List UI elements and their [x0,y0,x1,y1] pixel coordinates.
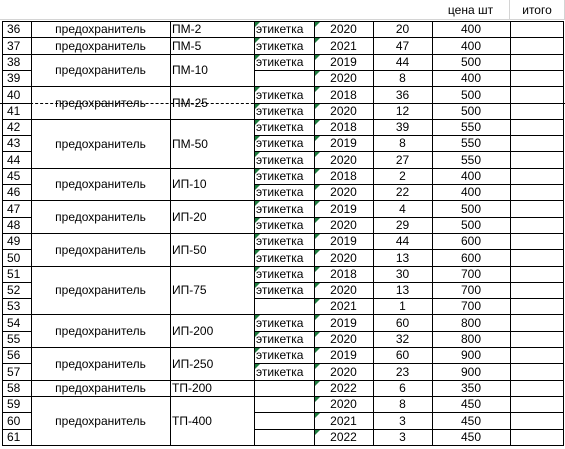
qty-cell[interactable]: 44 [395,55,410,69]
group-line [31,21,254,22]
total-cell[interactable] [510,37,563,54]
model-cell[interactable]: ТП-200 [172,381,212,395]
label-cell[interactable]: этикетка [256,250,304,265]
row-line [2,298,31,299]
year-cell[interactable]: 2020 [330,185,357,199]
error-indicator-icon [315,332,320,337]
price-cell[interactable]: 900 [460,364,482,379]
total-cell[interactable] [510,282,563,298]
total-cell[interactable] [510,54,563,70]
row-number: 58 [7,381,21,395]
year-cell[interactable]: 2020 [330,397,357,411]
row-line [2,168,31,169]
error-indicator-icon [315,267,320,272]
row-line [2,54,31,55]
row-number: 43 [7,136,21,150]
year-cell[interactable]: 2020 [330,218,357,232]
price-cell[interactable]: 500 [460,201,482,216]
row-number: 36 [7,22,21,36]
year-cell[interactable]: 2019 [330,201,357,216]
year-cell[interactable]: 2018 [330,120,357,134]
model-cell[interactable]: ИП-50 [172,242,207,257]
label-cell[interactable]: этикетка [256,364,304,379]
row-number: 38 [7,55,21,69]
year-cell[interactable]: 2018 [330,87,357,102]
model-cell[interactable]: ИП-75 [172,283,207,297]
year-cell[interactable]: 2020 [330,22,357,36]
qty-cell[interactable]: 30 [395,267,410,281]
label-cell[interactable]: этикетка [256,87,304,102]
product-name-cell[interactable]: предохранитель [55,323,146,338]
error-indicator-icon [315,364,320,369]
group-line [31,396,254,397]
error-indicator-icon [255,87,260,92]
error-indicator-icon [315,201,320,206]
year-cell[interactable]: 2019 [330,315,357,330]
model-cell[interactable]: ПМ-25 [172,95,208,110]
year-cell[interactable]: 2021 [330,38,357,53]
error-indicator-icon [315,152,320,157]
total-cell[interactable] [510,396,563,412]
total-cell[interactable] [510,21,563,37]
row-number: 56 [7,348,21,362]
model-cell[interactable]: ИП-200 [172,323,214,338]
error-indicator-icon [255,152,260,157]
label-cell[interactable]: этикетка [256,55,304,69]
row-line [2,266,31,267]
qty-cell[interactable]: 60 [395,348,410,362]
qty-cell[interactable]: 44 [395,234,410,248]
label-cell[interactable] [254,429,314,445]
error-indicator-icon [255,218,260,223]
year-cell[interactable]: 2021 [330,299,357,313]
error-indicator-icon [315,87,320,92]
error-indicator-icon [315,55,320,60]
error-indicator-icon [315,22,320,27]
column-line [170,21,171,446]
product-name-cell[interactable]: предохранитель [55,209,146,224]
group-line [31,37,254,38]
label-cell[interactable]: этикетка [256,38,304,53]
row-number: 59 [7,397,21,411]
product-name-cell[interactable]: предохранитель [55,356,146,371]
column-line [314,21,315,446]
model-cell[interactable]: ПМ-10 [172,63,208,77]
row-number: 57 [7,364,21,379]
row-line [2,363,31,364]
error-indicator-icon [315,104,320,109]
year-cell[interactable]: 2021 [330,413,357,428]
label-cell[interactable]: этикетка [256,234,304,248]
row-number: 48 [7,218,21,232]
row-line [2,282,31,283]
error-indicator-icon [255,120,260,125]
qty-cell[interactable]: 39 [395,120,410,134]
error-indicator-icon [255,185,260,190]
row-line [2,135,31,136]
year-cell[interactable]: 2019 [330,234,357,248]
label-cell[interactable]: этикетка [256,218,304,232]
model-cell[interactable]: ПМ-50 [172,136,208,151]
price-cell[interactable]: 900 [460,348,482,362]
price-cell[interactable]: 450 [460,413,482,428]
product-name-cell[interactable]: предохранитель [55,38,146,53]
label-cell[interactable]: этикетка [256,201,304,216]
error-indicator-icon [255,315,260,320]
year-cell[interactable]: 2020 [330,364,357,379]
column-line [254,21,255,446]
error-indicator-icon [255,55,260,60]
row-number: 61 [7,430,21,444]
label-cell[interactable] [254,70,314,86]
total-cell[interactable] [510,103,563,119]
total-cell[interactable] [510,363,563,380]
row-line [2,429,31,430]
row-number: 51 [7,267,21,281]
year-cell[interactable]: 2019 [330,136,357,150]
price-cell[interactable]: 400 [460,169,482,183]
error-indicator-icon [255,250,260,255]
product-name-cell[interactable]: предохранитель [55,177,146,191]
row-line [2,86,31,87]
error-indicator-icon [315,218,320,223]
price-cell[interactable]: 400 [460,71,482,85]
total-cell[interactable] [510,233,563,249]
qty-cell[interactable]: 22 [395,185,410,199]
row-number: 49 [7,234,21,248]
total-cell[interactable] [510,249,563,266]
total-cell[interactable] [510,298,563,314]
row-line [2,21,31,22]
row-number: 44 [7,152,21,167]
qty-cell[interactable]: 23 [395,364,410,379]
row-number: 52 [7,283,21,297]
year-cell[interactable]: 2020 [330,104,357,118]
header-blank[interactable] [0,0,432,20]
year-cell[interactable]: 2020 [330,250,357,265]
qty-cell[interactable]: 13 [395,283,410,297]
label-cell[interactable] [254,412,314,429]
error-indicator-icon [255,332,260,337]
total-cell[interactable] [510,314,563,331]
error-indicator-icon [315,250,320,255]
total-cell[interactable] [510,266,563,282]
label-cell[interactable]: этикетка [256,348,304,362]
error-indicator-icon [315,381,320,386]
label-cell[interactable]: этикетка [256,332,304,346]
group-line [31,233,254,234]
group-line [31,200,254,201]
price-cell[interactable]: 500 [460,87,482,102]
error-indicator-icon [315,348,320,353]
row-number: 37 [7,38,21,53]
error-indicator-icon [315,71,320,76]
year-cell[interactable]: 2020 [330,152,357,167]
group-line [31,54,254,55]
price-cell[interactable]: 800 [460,315,482,330]
group-line [31,314,254,315]
row-number: 41 [7,104,21,118]
row-line [2,119,31,120]
product-name-cell[interactable]: предохранитель [55,413,146,428]
error-indicator-icon [315,413,320,418]
table-bottom-line [2,445,563,446]
total-cell[interactable] [510,347,563,363]
product-name-cell[interactable]: предохранитель [55,283,146,297]
year-cell[interactable]: 2020 [330,283,357,297]
row-line [2,314,31,315]
label-cell[interactable]: этикетка [256,104,304,118]
price-cell[interactable]: 350 [460,381,482,395]
product-name-cell[interactable]: предохранитель [55,136,146,151]
row-line [2,412,31,413]
group-line [31,86,254,87]
model-cell[interactable]: ПМ-2 [172,22,202,36]
total-cell[interactable] [510,412,563,429]
qty-cell[interactable]: 36 [395,87,410,102]
price-cell[interactable]: 600 [460,234,482,248]
row-number: 40 [7,87,21,102]
column-line [31,21,32,446]
price-cell[interactable]: 450 [460,397,482,411]
label-cell[interactable]: этикетка [256,136,304,150]
row-number: 42 [7,120,21,134]
product-name-cell[interactable]: предохранитель [55,63,146,77]
row-line [2,331,31,332]
group-line [31,380,254,381]
error-indicator-icon [315,38,320,43]
year-cell[interactable]: 2022 [330,430,357,444]
group-line [31,347,254,348]
error-indicator-icon [255,348,260,353]
model-cell[interactable]: ПМ-5 [172,38,202,53]
qty-cell[interactable]: 3 [399,430,406,444]
label-cell[interactable]: этикетка [256,267,304,281]
error-indicator-icon [315,169,320,174]
total-cell[interactable] [510,380,563,396]
row-number: 54 [7,315,21,330]
model-cell[interactable]: ИП-250 [172,356,214,371]
year-cell[interactable]: 2018 [330,169,357,183]
model-cell[interactable]: ИП-10 [172,177,207,191]
error-indicator-icon [255,201,260,206]
total-cell[interactable] [510,184,563,200]
total-cell[interactable] [510,331,563,347]
column-line [373,21,374,446]
year-cell[interactable]: 2020 [330,71,357,85]
error-indicator-icon [255,234,260,239]
price-cell[interactable]: 400 [460,38,482,53]
price-cell[interactable]: 700 [460,283,482,297]
total-cell[interactable] [510,168,563,184]
total-cell[interactable] [510,119,563,135]
price-cell[interactable]: 600 [460,250,482,265]
total-cell[interactable] [510,429,563,445]
label-cell[interactable]: этикетка [256,120,304,134]
price-cell[interactable]: 800 [460,332,482,346]
label-cell[interactable]: этикетка [256,185,304,199]
row-line [2,184,31,185]
price-cell[interactable]: 700 [460,299,482,313]
label-cell[interactable]: этикетка [256,169,304,183]
qty-cell[interactable]: 4 [399,201,406,216]
group-line [31,266,254,267]
price-cell[interactable]: 400 [460,22,482,36]
row-number: 47 [7,201,21,216]
label-cell[interactable] [254,298,314,314]
price-cell[interactable]: 400 [460,185,482,199]
price-cell[interactable]: 550 [460,152,482,167]
error-indicator-icon [315,315,320,320]
qty-cell[interactable]: 8 [399,397,406,411]
total-cell[interactable] [510,200,563,217]
error-indicator-icon [315,397,320,402]
qty-cell[interactable]: 60 [395,315,410,330]
error-indicator-icon [255,38,260,43]
error-indicator-icon [255,22,260,27]
qty-cell[interactable]: 3 [399,413,406,428]
qty-cell[interactable]: 1 [399,299,406,313]
label-cell[interactable]: этикетка [256,315,304,330]
group-line [31,119,254,120]
qty-cell[interactable]: 29 [395,218,410,232]
row-number: 53 [7,299,21,313]
year-cell[interactable]: 2018 [330,267,357,281]
row-number: 55 [7,332,21,346]
row-line [2,200,31,201]
error-indicator-icon [255,136,260,141]
qty-cell[interactable]: 47 [395,38,410,53]
total-cell[interactable] [510,70,563,86]
error-indicator-icon [315,299,320,304]
column-line [510,21,511,446]
total-cell[interactable] [510,86,563,103]
group-line [31,168,254,169]
error-indicator-icon [255,283,260,288]
price-cell[interactable]: 550 [460,136,482,150]
column-line [2,21,3,446]
qty-cell[interactable]: 27 [395,152,410,167]
error-indicator-icon [255,364,260,369]
year-cell[interactable]: 2020 [330,332,357,346]
label-cell[interactable]: этикетка [256,22,304,36]
error-indicator-icon [315,234,320,239]
qty-cell[interactable]: 20 [395,22,410,36]
product-name-cell[interactable]: предохранитель [55,95,146,110]
product-name-cell[interactable]: предохранитель [55,22,146,36]
row-number: 45 [7,169,21,183]
page-break-line [0,103,565,104]
row-line [2,347,31,348]
label-cell[interactable]: этикетка [256,152,304,167]
price-cell[interactable]: 500 [460,218,482,232]
error-indicator-icon [315,120,320,125]
total-cell[interactable] [510,151,563,168]
product-name-cell[interactable]: предохранитель [55,381,146,395]
label-cell[interactable]: этикетка [256,283,304,297]
price-cell[interactable]: 700 [460,267,482,281]
price-cell[interactable]: 500 [460,55,482,69]
price-cell[interactable]: 550 [460,120,482,134]
qty-cell[interactable]: 32 [395,332,410,346]
model-cell[interactable]: ИП-20 [172,209,207,224]
qty-cell[interactable]: 6 [399,381,406,395]
column-line [432,21,433,446]
qty-cell[interactable]: 8 [399,136,406,150]
qty-cell[interactable]: 8 [399,71,406,85]
year-cell[interactable]: 2022 [330,381,357,395]
year-cell[interactable]: 2019 [330,348,357,362]
error-indicator-icon [315,136,320,141]
header-price[interactable]: цена шт [432,0,510,20]
row-line [2,217,31,218]
row-number: 46 [7,185,21,199]
row-line [2,37,31,38]
row-line [2,151,31,152]
column-line [563,21,564,446]
row-line [2,380,31,381]
error-indicator-icon [315,283,320,288]
row-line [2,70,31,71]
error-indicator-icon [255,169,260,174]
error-indicator-icon [255,104,260,109]
product-name-cell[interactable]: предохранитель [55,242,146,257]
row-number: 50 [7,250,21,265]
row-number: 39 [7,71,21,85]
header-total[interactable]: итого [510,0,565,20]
label-cell[interactable] [254,380,314,396]
total-cell[interactable] [510,135,563,151]
row-line [2,249,31,250]
total-cell[interactable] [510,217,563,233]
error-indicator-icon [315,430,320,435]
model-cell[interactable]: ТП-400 [172,413,212,428]
price-cell[interactable]: 500 [460,104,482,118]
qty-cell[interactable]: 2 [399,169,406,183]
qty-cell[interactable]: 12 [395,104,410,118]
price-cell[interactable]: 450 [460,430,482,444]
row-line [2,396,31,397]
row-number: 60 [7,413,21,428]
year-cell[interactable]: 2019 [330,55,357,69]
label-cell[interactable] [254,396,314,412]
qty-cell[interactable]: 13 [395,250,410,265]
row-line [2,233,31,234]
error-indicator-icon [315,185,320,190]
error-indicator-icon [255,267,260,272]
